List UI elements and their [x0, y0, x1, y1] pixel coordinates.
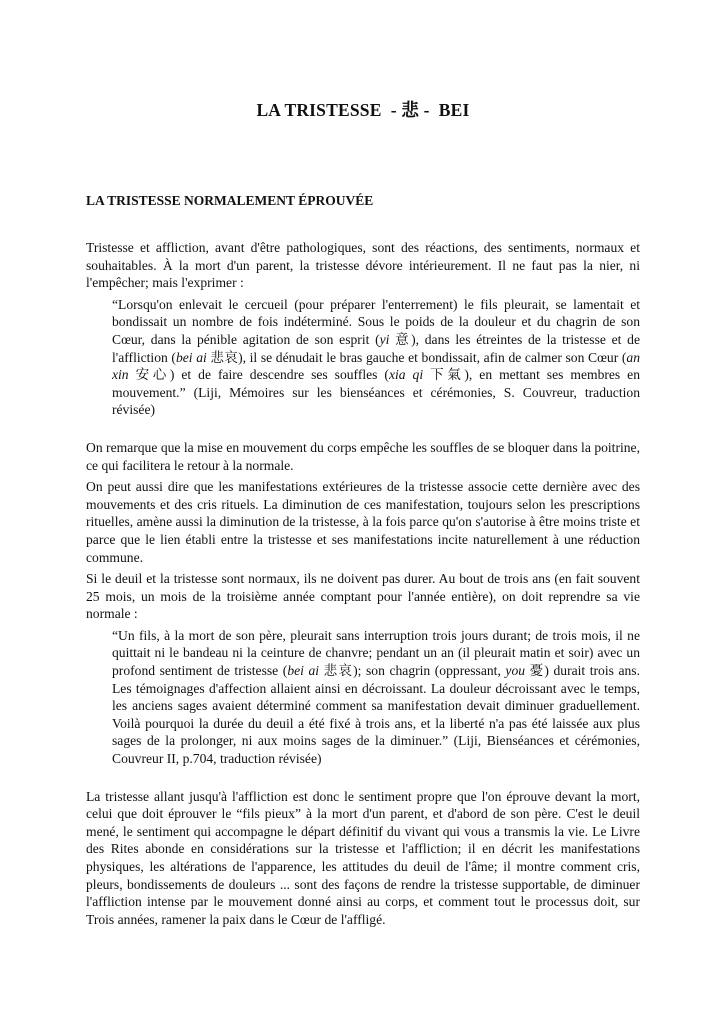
pinyin-term: xia qi	[388, 367, 424, 383]
quote-block-mourning	[112, 627, 640, 768]
pinyin-term: bei ai	[287, 663, 320, 679]
quote-text: 意), dans les étreintes de la tristesse et de l'affliction (	[112, 331, 640, 365]
paragraph-manifestations: On peut aussi dire que les manifestations extérieures de la tristesse associe cette dernière avec des mouvements et des cris rituels. La diminution de ces manifestation, toujours selon les prescriptions rituelles, amène aussi la diminution de la tristesse, à la fois parce qu'on s'autorise à être moins triste et parce que le lien établi entre la tristesse et ses manifestations incite naturellement à une réduction commune.	[86, 479, 640, 565]
quote-block-funeral	[112, 296, 640, 419]
quote-text: 安心) et de faire descendre ses souffles (	[128, 367, 389, 383]
pinyin-term: bei ai	[175, 349, 207, 365]
paragraph-duration: Si le deuil et la tristesse sont normaux, ils ne doivent pas durer. Au bout de trois ans (en fait souvent 25 mois, un mois de la troisième année comptant pour l'année entière), on doit reprendre sa vie normale :	[86, 571, 640, 622]
pinyin-term: you	[505, 663, 526, 679]
quote-text: “Un fils, à la mort de son père, pleurait sans interruption trois jours durant; de trois mois, il ne quittait ni le bandeau ni la ceinture de chanvre; pendant un an (il pleurait matin et soir) avec un profond sentiment de tristesse (	[112, 627, 640, 679]
paragraph-conclusion: La tristesse allant jusqu'à l'affliction est donc le sentiment propre que l'on éprouve devant la mort, celui que doit éprouver le “fils pieux” à la mort d'un parent, et d'abord de son père. C'est le deuil mené, le sentiment qui accompagne le départ définitif du vivant qui vous a transmis la vie. Le Livre des Rites abonde en considérations sur la tristesse et l'affliction; il en décrit les manifestations physiques, les altérations de l'apparence, les attitudes du deuil de l'âme; il montre comment cris, pleurs, bondissements de douleurs ... sont des façons de rendre la tristesse supportable, de diminuer l'affliction intense par le mouvement donné ainsi au corps, et comment tout le processus doit, sur Trois années, ramener la paix dans le Cœur de l'affligé.	[86, 788, 640, 927]
quote-text: 悲哀); son chagrin (oppressant,	[319, 663, 506, 679]
page-title: LA TRISTESSE - 悲 - BEI	[256, 100, 470, 120]
section-heading: LA TRISTESSE NORMALEMENT ÉPROUVÉE	[86, 193, 374, 208]
paragraph-movement: On remarque que la mise en mouvement du corps empêche les souffles de se bloquer dans la poitrine, ce qui facilitera le retour à la normale.	[86, 439, 640, 473]
pinyin-term: an xin	[112, 349, 640, 383]
document-body	[86, 239, 640, 932]
paragraph-intro: Tristesse et affliction, avant d'être pathologiques, sont des réactions, des sentiments, normaux et souhaitables. À la mort d'un parent, la tristesse dévore intérieurement. Il ne faut pas la nier, ni l'empêcher; mais l'exprimer :	[86, 240, 640, 291]
quote-text: “Lorsqu'on enlevait le cercueil (pour préparer l'enterrement) le fils pleurait, se lamentait et bondissait un nombre de fois indéterminé. Sous le poids de la douleur et du chagrin de son Cœur, dans la pénible agitation de son esprit (	[112, 296, 640, 347]
quote-text: 下氣), en mettant ses membres en mouvement.” (Liji, Mémoires sur les bienséances et cérémonies, S. Couvreur, traduction révisée)	[112, 367, 641, 418]
pinyin-term: yi	[379, 331, 390, 347]
quote-text: 憂) durait trois ans. Les témoignages d'affection allaient ainsi en décroissant. La douleur décroissant avec le temps, les anciens sages avaient déterminé comment sa manifestation devait diminuer graduellement. Voilà pourquoi la durée du deuil a été fixé à trois ans, et la liberté n'a pas été laissée aux plus sages de la prolonger, ni aux moins sages de la diminuer.” (Liji, Bienséances et cérémonies, Couvreur II, p.704, traduction révisée)	[112, 663, 640, 767]
quote-text: 悲哀), il se dénudait le bras gauche et bondissait, afin de calmer son Cœur (	[206, 349, 627, 365]
